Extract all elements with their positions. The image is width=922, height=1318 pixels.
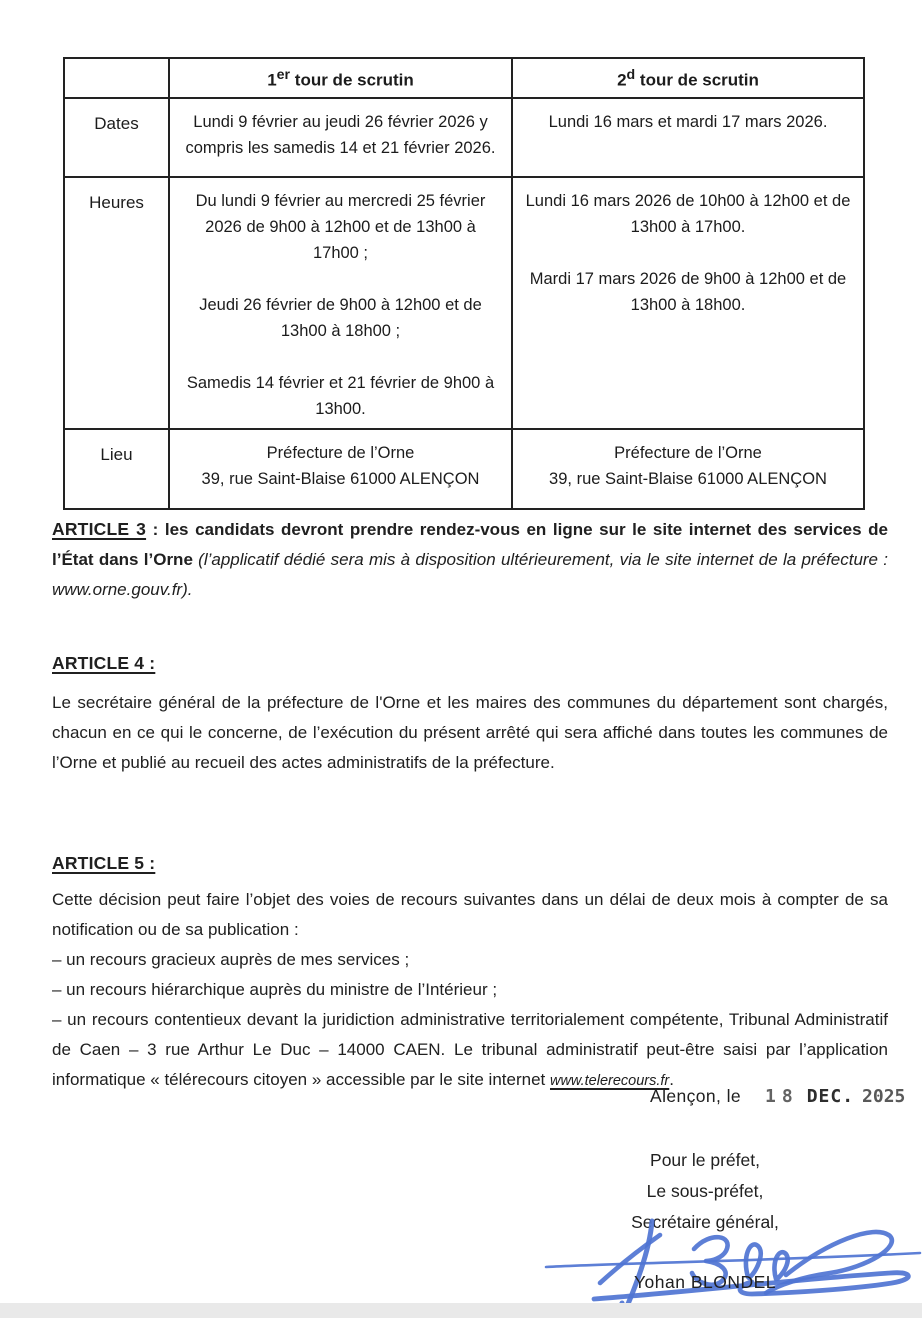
article-5-recours-hierarchique: – un recours hiérarchique auprès du ministre de l’Intérieur ; (52, 980, 498, 999)
dateline-place: Alençon, le (650, 1086, 741, 1106)
signature-title-line: Secrétaire général, (631, 1212, 779, 1232)
heures-paragraph: Lundi 16 mars 2026 de 10h00 à 12h00 et de 13h00 à 17h00. (525, 191, 851, 236)
dates-first-round-cell: Lundi 9 février au jeudi 26 février 2026 y compris les samedis 14 et 21 février 2026. (169, 98, 512, 177)
schedule-table (63, 57, 865, 510)
table-row-lieu (64, 429, 864, 509)
table-row-dates (64, 98, 864, 177)
scan-bottom-edge (0, 1303, 922, 1318)
header-second-round: 2$^d$ tour de scrutin (512, 58, 864, 98)
row-label-dates: Dates (64, 98, 169, 177)
signature-title-line: Le sous-préfet, (646, 1181, 764, 1201)
lieu-line: 39, rue Saint-Blaise 61000 ALENÇON (549, 469, 827, 488)
date-stamp: 18 DEC. 2025 (765, 1086, 906, 1107)
article-5-body (52, 885, 888, 1096)
article-3-paragraph (52, 514, 888, 605)
signature-title-line: Pour le préfet, (650, 1150, 760, 1170)
article-5-recours-gracieux: – un recours gracieux auprès de mes services ; (52, 950, 410, 969)
article-3-heading: ARTICLE 3 (52, 519, 147, 539)
lieu-line: Préfecture de l’Orne (614, 443, 762, 462)
dateline (650, 1086, 905, 1107)
heures-paragraph: Mardi 17 mars 2026 de 9h00 à 12h00 et de 13h00 à 18h00. (529, 269, 847, 314)
row-label-lieu: Lieu (64, 429, 169, 509)
article-5-intro: Cette décision peut faire l’objet des voies de recours suivantes dans un délai de deux mois à compter de sa notification ou de sa publication : (52, 890, 888, 939)
lieu-line: Préfecture de l’Orne (266, 443, 415, 462)
lieu-second-round-cell (512, 429, 864, 509)
article-3-bold-text: : les candidats devront prendre rendez-vous en ligne sur le site internet des services de l’État dans l’Orne (52, 520, 888, 569)
heures-paragraph: Du lundi 9 février au mercredi 25 février 2026 de 9h00 à 12h00 et de 13h00 à 17h00 ; (195, 191, 486, 262)
header-first-round: 1er tour de scrutin (169, 58, 512, 98)
article-5-heading: ARTICLE 5 : (52, 853, 156, 873)
lieu-line: 39, rue Saint-Blaise 61000 ALENÇON (201, 469, 480, 488)
heures-paragraph: Jeudi 26 février de 9h00 à 12h00 et de 13h00 à 18h00 ; (199, 295, 482, 340)
lieu-first-round-cell (169, 429, 512, 509)
article-4-paragraph: Le secrétaire général de la préfecture de l'Orne et les maires des communes du département sont chargés, chacun en ce qui le concerne, de l’exécution du présent arrêté qui sera affiché dans toutes les communes de l’Orne et publié au recueil des actes administratifs de la préfecture. (52, 693, 888, 772)
telerecours-link: www.telerecours.fr (549, 1073, 670, 1089)
dates-second-round-cell: Lundi 16 mars et mardi 17 mars 2026. (512, 98, 864, 177)
heures-first-round-cell (169, 177, 512, 429)
row-label-heures: Heures (64, 177, 169, 429)
table-row-heures (64, 177, 864, 429)
article-4-heading: ARTICLE 4 : (52, 653, 156, 673)
table-header-row (64, 58, 864, 98)
heures-paragraph: Samedis 14 février et 21 février de 9h00 à 13h00. (186, 373, 495, 418)
signatory-name: Yohan BLONDEL (633, 1272, 777, 1292)
signature-titles (565, 1145, 845, 1238)
article-3-italic-text: (l’applicatif dédié sera mis à disposition ultérieurement, via le site internet de la préfecture : www.orne.gouv.fr). (52, 550, 888, 599)
heures-second-round-cell (512, 177, 864, 429)
article-5-recours-contentieux: – un recours contentieux devant la juridiction administrative territorialement compétente, Tribunal Administratif de Caen – 3 rue Arthur Le Duc – 14000 CAEN. Le tribunal administratif peut-être saisi par l’application informatique « télérecours citoyen » accessible par le site internet www.telerecours.fr. (52, 1010, 888, 1089)
table-corner-cell (64, 58, 169, 98)
